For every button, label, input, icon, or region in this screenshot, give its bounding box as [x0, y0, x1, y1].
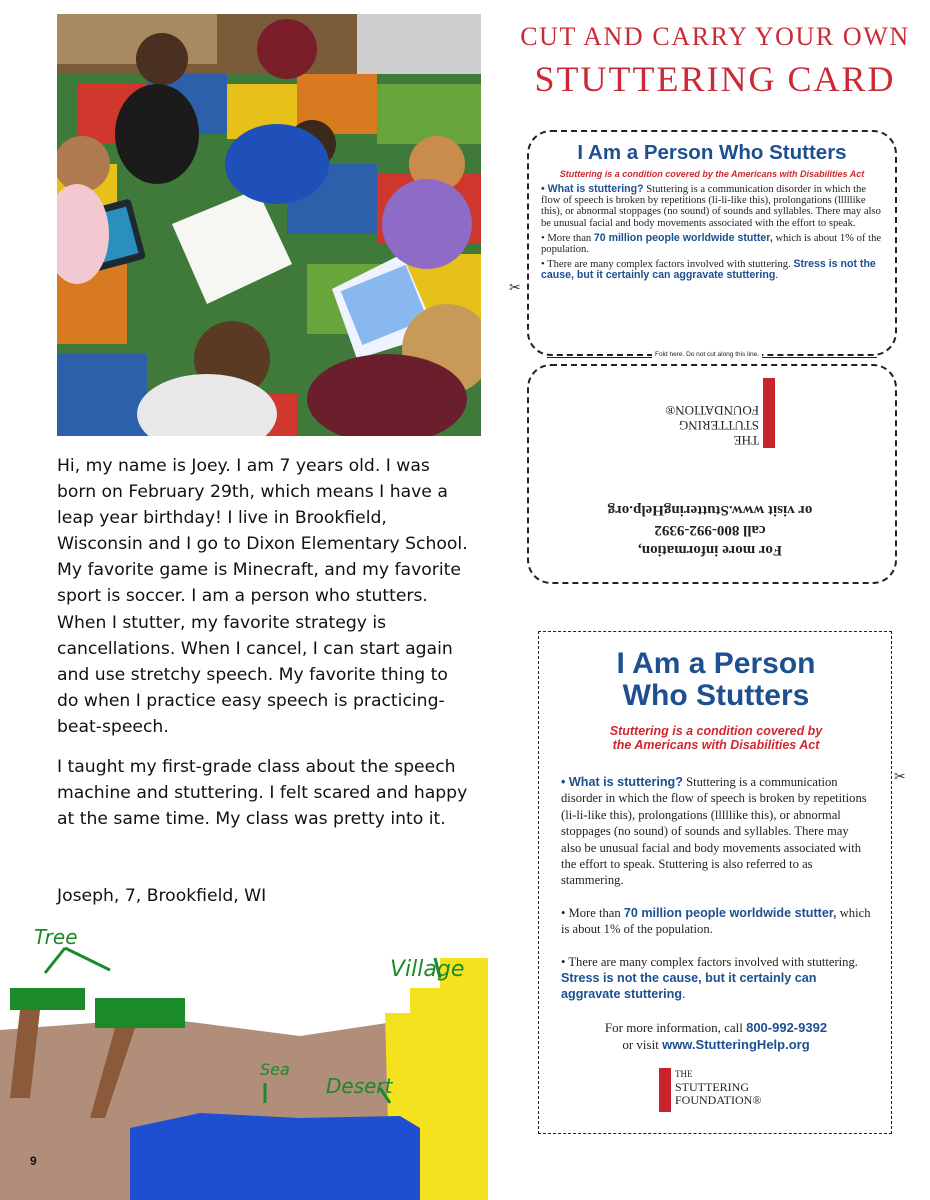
drawing-label-desert: Desert — [326, 1074, 393, 1098]
classroom-photo — [57, 14, 481, 436]
scissors-icon: ✂ — [509, 279, 521, 295]
large-card-title: I Am a Person Who Stutters — [616, 647, 816, 712]
child-drawing — [0, 918, 488, 1200]
header-line-2: STUTTERING CARD — [534, 59, 896, 99]
drawing-label-village: Village — [390, 957, 465, 982]
drawing-label-sea: Sea — [260, 1060, 290, 1079]
small-card-front — [527, 130, 897, 356]
large-card-contact: For more information, call 800-992-9392 or visit www.StutteringHelp.org — [604, 1019, 828, 1052]
small-card-bullet-2: • More than 70 million people worldwide stutter, which is about 1% of the population. — [541, 231, 882, 256]
header-line-1: CUT AND CARRY YOUR OWN — [520, 22, 910, 51]
small-card-back-info: For more information, call 800-992-9392 or visit www.StutteringHelp.org — [607, 502, 813, 558]
scissors-icon: ✂ — [894, 768, 906, 784]
website-link: www.StutteringHelp.org — [662, 1036, 810, 1052]
small-card-bullet-1: • What is stuttering? Stuttering is a communication disorder in which the flow of speech is broken by repetitions (li-li-like this), prolongations (lllllike this), or abnormal stoppages (no sound) of sounds and syllables. There may also be unusual facial and body movements associated with the effort to speak. — [541, 183, 881, 229]
author-signature: Joseph, 7, Brookfield, WI — [57, 886, 267, 906]
large-card — [538, 631, 892, 1134]
small-card-subtitle: Stuttering is a condition covered by the Americans with Disabilities Act — [559, 169, 865, 179]
large-card-subtitle: Stuttering is a condition covered by the Americans with Disabilities Act — [609, 724, 823, 752]
phone-number: 800-992-9392 — [746, 1019, 828, 1035]
story-paragraph-2: I taught my first-grade class about the speech machine and stuttering. I felt scared and happy at the same time. My class was pretty into it. — [57, 757, 468, 830]
story-text — [57, 453, 472, 846]
large-card-bullet-3: • There are many complex factors involved with stuttering. Stress is not the cause, but it certainly can aggravate stuttering. — [561, 954, 858, 1002]
page-number: 9 — [30, 1154, 37, 1168]
large-card-bullet-1: • What is stuttering? Stuttering is a communication disorder in which the flow of speech is broken by repetitions (li-li-like this), prolongations (lllllike this), or abnormal stoppages (no sound) of sounds and syllables. There may also be unusual facial and body movements associated with the effort to speak. Stuttering is also referred to as stammering. — [561, 775, 867, 888]
small-card-bullet-3: • There are many complex factors involved with stuttering. Stress is not the cause, but it certainly can aggravate stuttering. — [541, 258, 876, 282]
story-paragraph-1: Hi, my name is Joey. I am 7 years old. I was born on February 29th, which means I have a leap year birthday! I live in Brookfield, Wisconsin and I go to Dixon Elementary School. My favorite game is Minecraft, and my favorite sport is soccer. I am a person who stutters. When I stutter, my favorite strategy is cancellations. When I cancel, I can start again and use stretchy speech. My favorite thing to do when I practice easy speech is practicing-beat-speech. — [57, 456, 468, 737]
stuttering-foundation-logo: THE STUTTERING FOUNDATION® — [659, 1068, 779, 1116]
drawing-label-tree: Tree — [34, 925, 78, 949]
small-card-back — [527, 364, 897, 584]
stuttering-foundation-logo: THE STUTTERING FOUNDATION® — [635, 378, 775, 448]
large-card-bullet-2: • More than 70 million people worldwide stutter, which is about 1% of the population. — [561, 905, 871, 937]
small-card-title: I Am a Person Who Stutters — [577, 141, 847, 164]
fold-label: Fold here. Do not cut along this line. — [652, 351, 762, 358]
